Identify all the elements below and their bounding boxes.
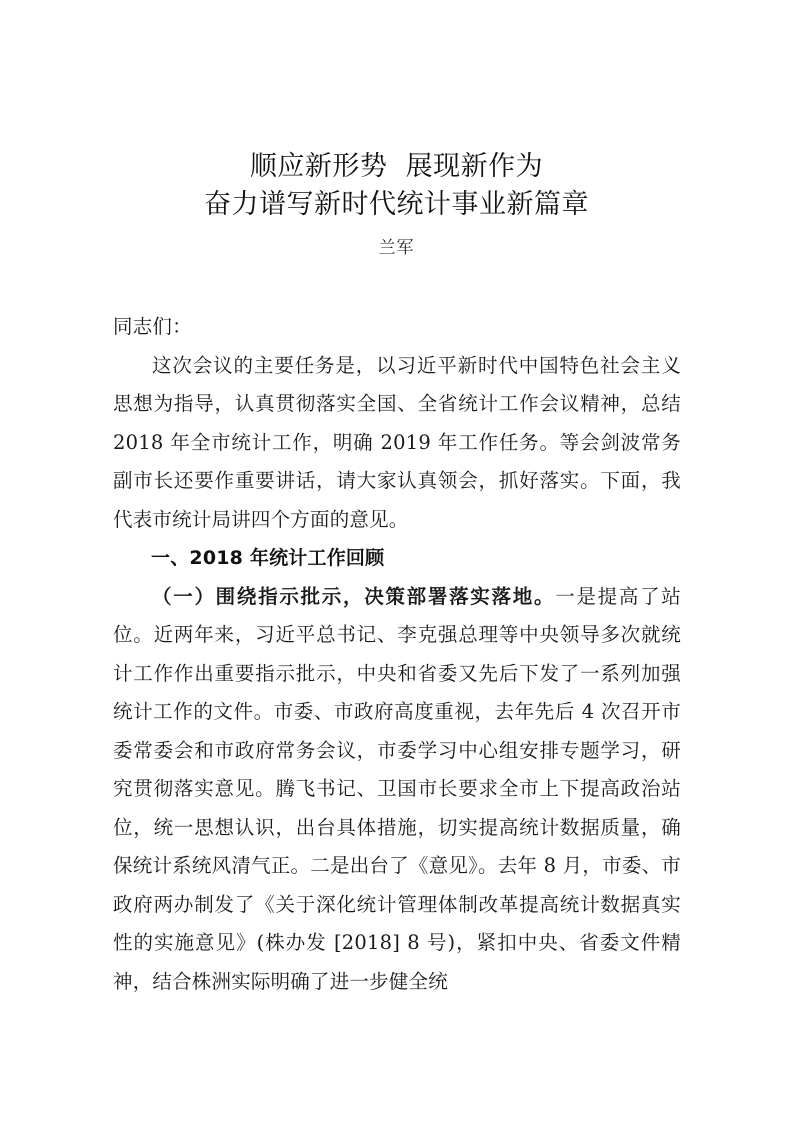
section-heading-1: 一、2018 年统计工作回顾 — [151, 547, 385, 569]
document-title-line-1: 顺应新形势 展现新作为 — [249, 151, 544, 182]
paragraph-intro: 这次会议的主要任务是，以习近平新时代中国特色社会主义思想为指导，认真贯彻落实全国、全省统计工作会议精神，总结 2018 年全市统计工作，明确 2019 年工作任务。等会剑波常务副市长还要作重要讲话，请大家认真领会，抓好落实。下面，我代表市统计局讲四个方面的意见。 — [113, 353, 681, 531]
salutation: 同志们： — [113, 315, 192, 338]
document-author: 兰军 — [378, 238, 415, 258]
paragraph-section-one — [113, 578, 681, 1002]
section-one-lead-in: （一）围绕指示批示，决策部署落实落地。 — [152, 584, 556, 608]
section-one-body: 一是提高了站位。近两年来，习近平总书记、李克强总理等中央领导多次就统计工作作出重要指示批示，中央和省委又先后下发了一系列加强统计工作的文件。市委、市政府高度重视，去年先后 4 次召开市委常委会和市政府常务会议，市委学习中心组安排专题学习，研究贯彻落实意见。腾飞书记、卫国市长要求全市上下提高政治站位，统一思想认识，出台具体措施，切实提高统计数据质量，确保统计系统风清气正。二是出台了《意见》。去年 8 月，市委、市政府两办制发了《关于深化统计管理体制改革提高统计数据真实性的实施意见》(株办发 [2018] 8 号)，紧扣中央、省委文件精神，结合株洲实际明确了进一步健全统 — [113, 584, 681, 993]
document-body — [113, 308, 681, 1001]
document-title-line-2: 奋力谱写新时代统计事业新篇章 — [204, 189, 589, 220]
document-title-block — [0, 148, 793, 260]
